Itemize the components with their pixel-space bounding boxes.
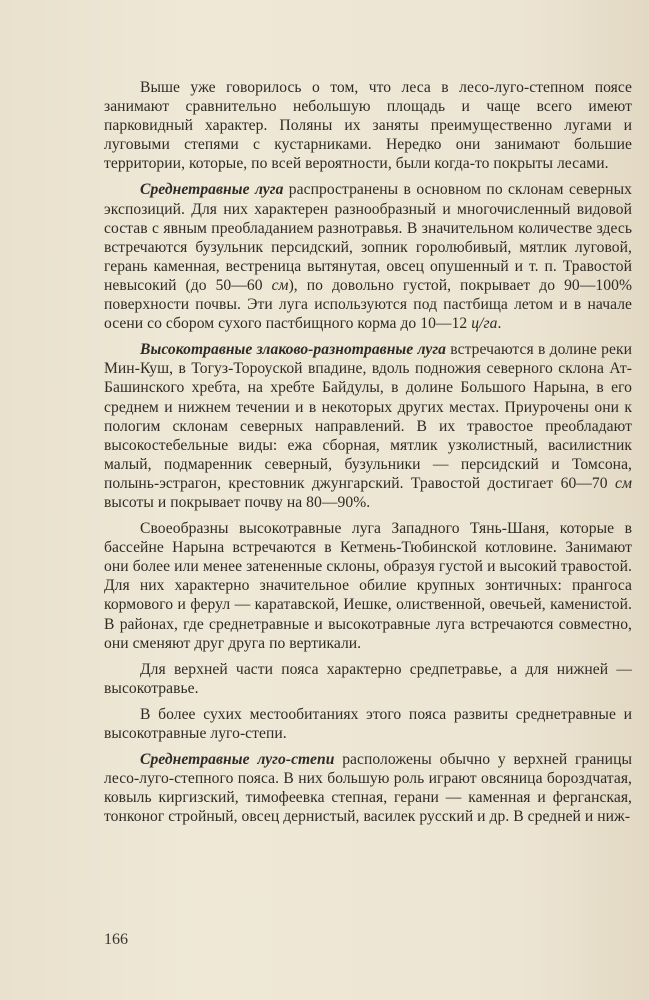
unit: ц/га (471, 315, 498, 333)
paragraph (104, 660, 632, 698)
paragraph (104, 519, 632, 653)
text-run: Для верхней части пояса характерно средпетравье, а для нижней — высокотравье. (104, 660, 632, 697)
section-term: Среднетравные луго-степи (140, 751, 335, 769)
text-run: распространены в основном по склонам северных экспозиций. Для них характерен разнообразный и многочисленный видовой состав с явным преобладанием разнотравья. В значительном количестве здесь встречаются бузульник персидский, зопник горолюбивый, мятлик луговой, герань каменная, вестреница вытянутая, овсец опушенный и т. п. Травостой невысокий (до 50—60 (104, 181, 632, 294)
text-run: Своеобразны высокотравные луга Западного Тянь-Шаня, которые в бассейне Нарына встречаются в Кетмень-Тюбинской котловине. Занимают они более или менее затененные склоны, образуя густой и высокий травостой. Для них характерно значительное обилие крупных зонтичных: прангоса кормового и ферул — каратавской, Иешке, олиственной, овечьей, каменистой. В районах, где среднетравные и высокотравные луга встречаются совместно, они сменяют друг друга по вертикали. (104, 520, 632, 652)
text-run: . (497, 315, 502, 333)
page-number: 166 (104, 931, 128, 948)
unit: см (271, 276, 289, 294)
body-text (104, 78, 632, 826)
text-run: Выше уже говорилось о том, что леса в лесо-луго-степном поясе занимают сравнительно небольшую площадь и чаще всего имеют парковидный характер. Поляны их заняты преимущественно лугами и луговыми степями с кустарниками. Нередко они занимают большие территории, которые, по всей вероятности, были когда-то покрыты лесами. (104, 79, 632, 173)
section-term: Среднетравные луга (140, 181, 284, 199)
paragraph (104, 180, 632, 333)
text-run: встречаются в долине реки Мин-Куш, в Тогуз-Тороуской впадине, вдоль подножия северного склона Ат-Башинского хребта, на хребте Байдулы, в долине Большого Нарына, в его среднем и нижнем течении и в некоторых других местах. Приурочены они к пологим склонам северных направлений. В их травостое преобладают высокостебельные виды: ежа сборная, мятлик узколистный, василистник малый, подмаренник северный, бузульники — персидский и Томсона, полынь-эстрагон, крестовник джунгарский. Травостой достигает 60—70 (104, 341, 632, 492)
paragraph (104, 705, 632, 743)
paragraph (104, 340, 632, 512)
paragraph (104, 78, 632, 173)
text-run: ), по довольно густой, покрывает до 90—100% поверхности почвы. Эти луга используются под пастбища летом и в начале осени со сбором сухого пастбищного корма до 10—12 (104, 276, 632, 333)
paragraph (104, 750, 632, 826)
text-run: высоты и покрывает почву на 80—90%. (104, 493, 371, 511)
text-run: В более сухих местообитаниях этого пояса развиты среднетравные и высокотравные луго-степи. (104, 705, 632, 742)
text-run: расположены обычно у верхней границы лесо-луго-степного пояса. В них большую роль играют овсяница бороздчатая, ковыль киргизский, тимофеевка степная, герани — каменная и ферганская, тонконог стройный, овсец дернистый, василек русский и др. В средней и ниж- (104, 751, 632, 826)
unit: см (615, 474, 632, 492)
section-term: Высокотравные злаково-разнотравные луга (140, 341, 447, 359)
